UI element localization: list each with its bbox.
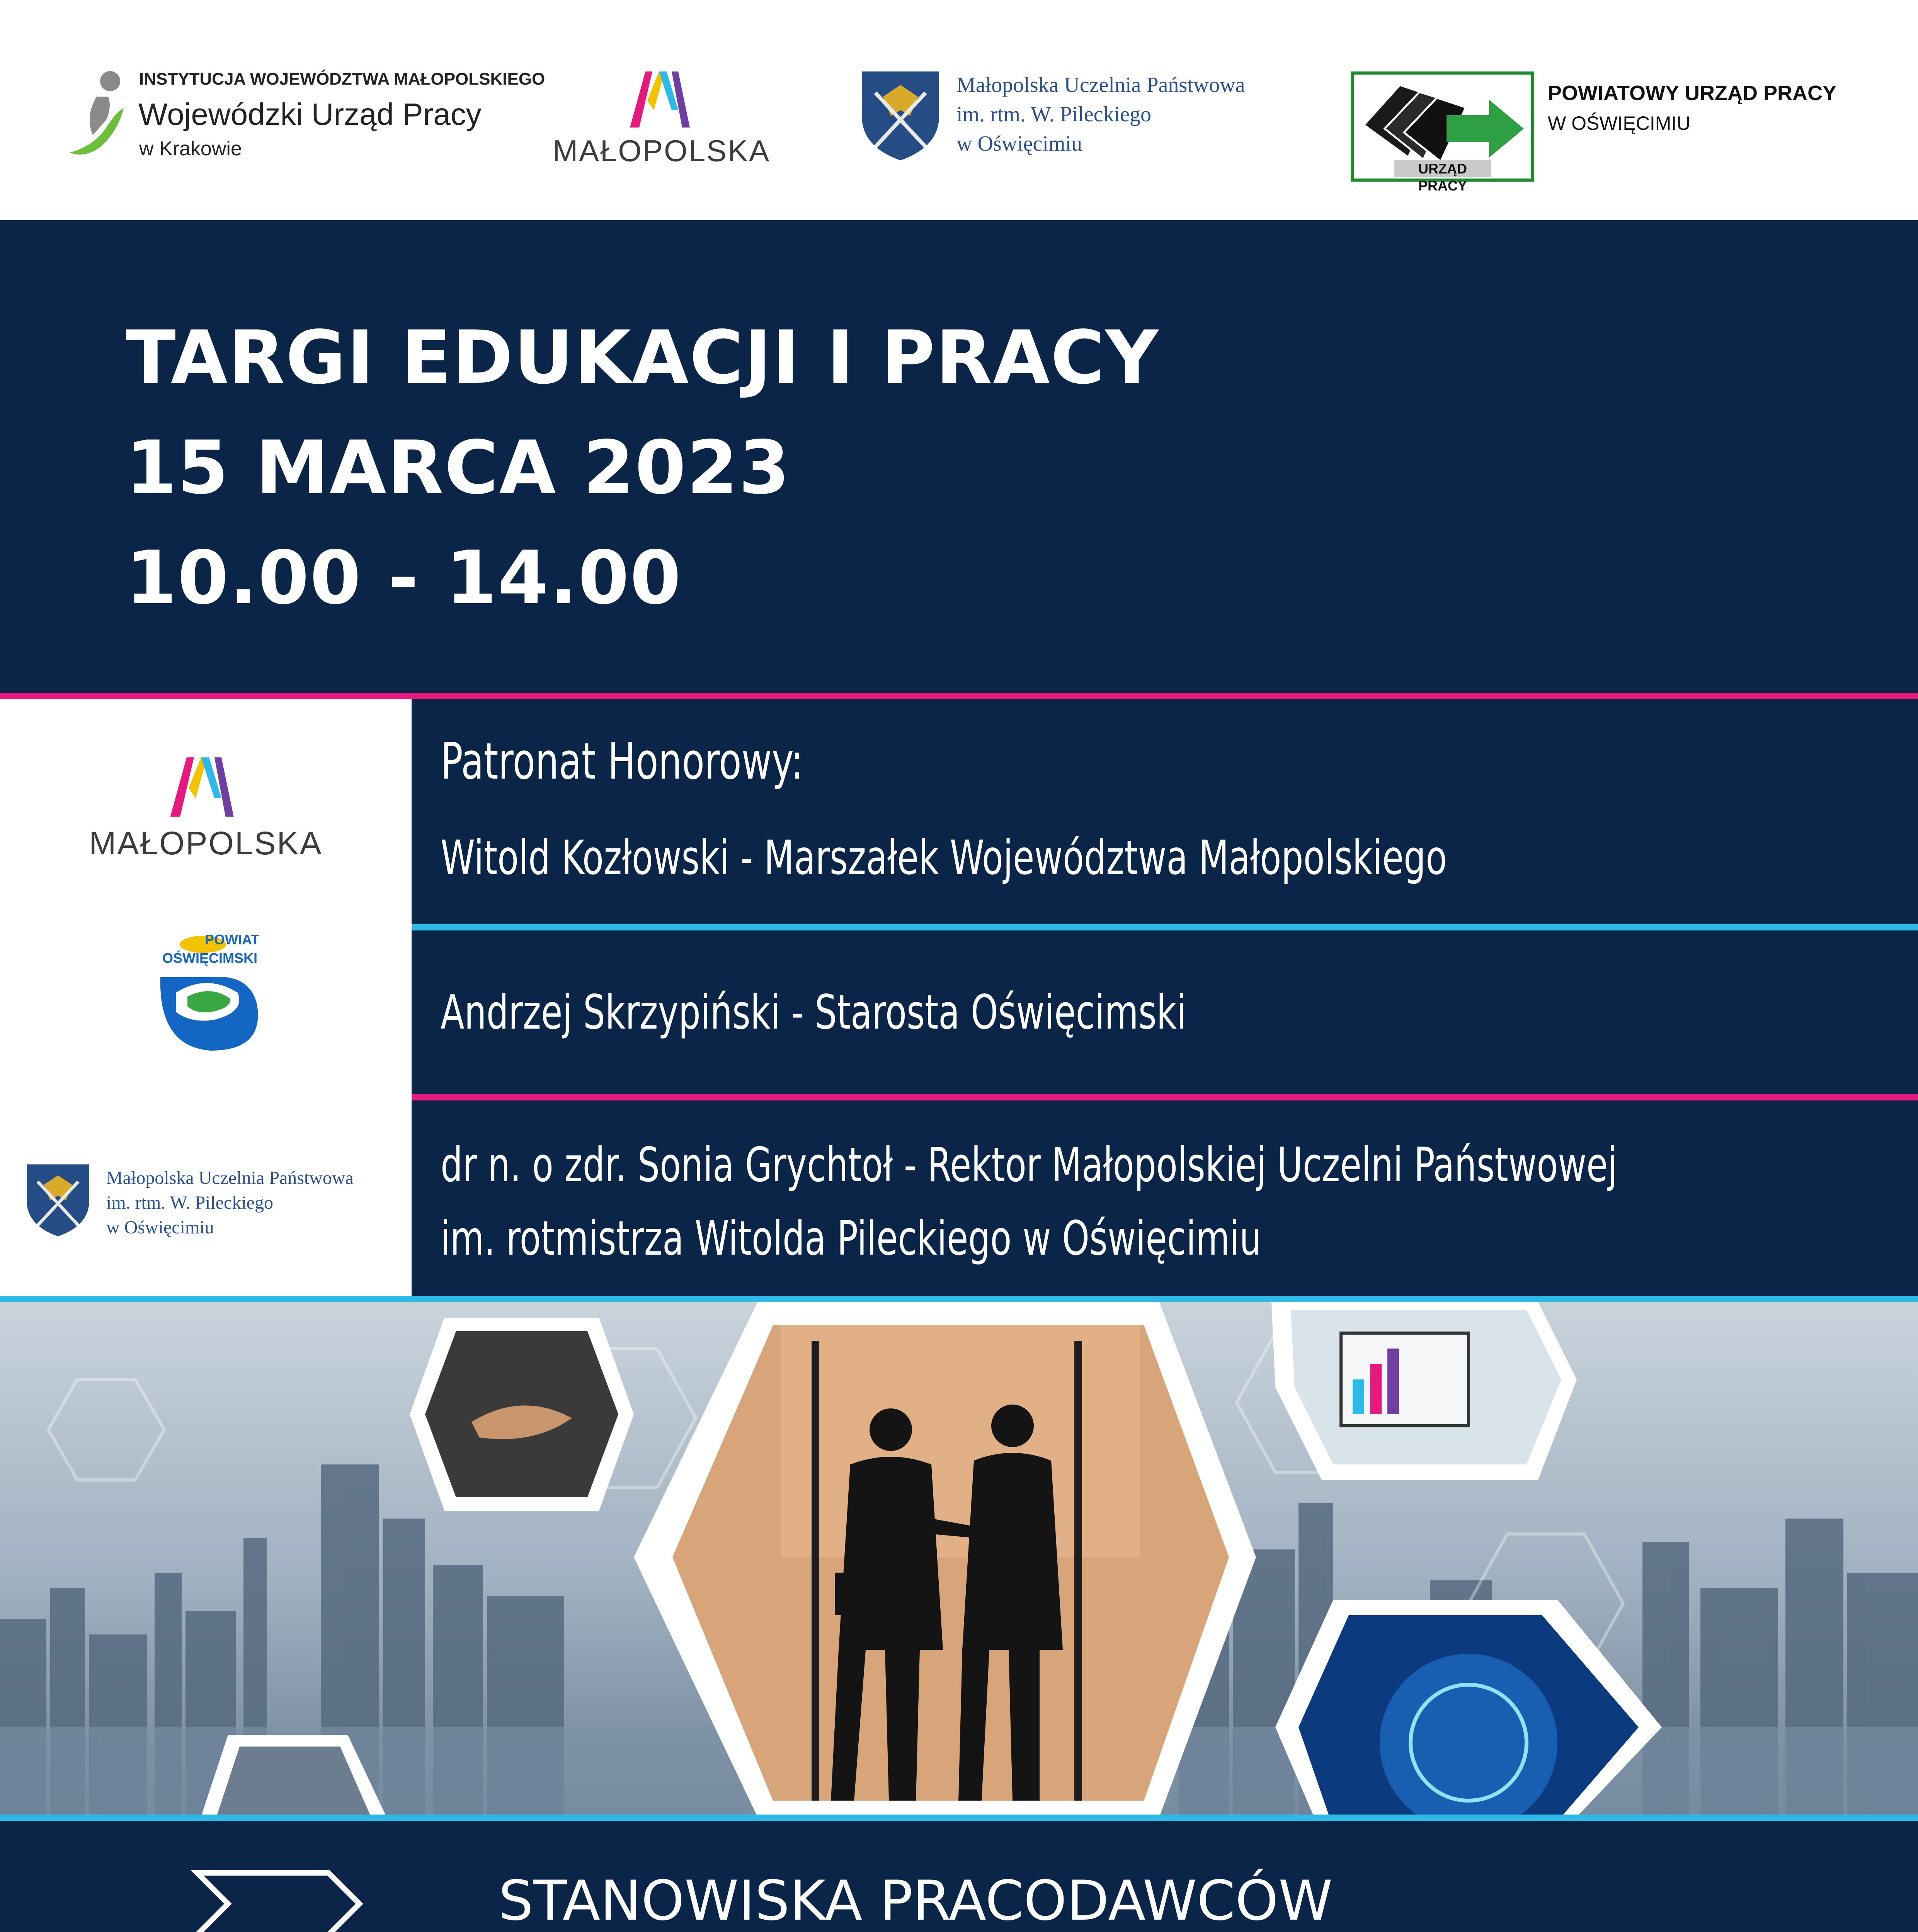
malopolska-logo-icon <box>626 64 692 129</box>
wup-name: Wojewódzki Urząd Pracy <box>138 97 482 131</box>
malopolska-label: MAŁOPOLSKA <box>553 134 771 168</box>
pup-line2: W OŚWIĘCIMIU <box>1548 112 1691 134</box>
header-logos <box>0 0 1918 220</box>
features-block <box>0 1821 1918 1932</box>
patron-malopolska-label: MAŁOPOLSKA <box>89 825 323 861</box>
divider-cyan-2 <box>0 1296 1918 1302</box>
wup-logo <box>70 66 545 166</box>
patron-malopolska-icon <box>166 749 236 819</box>
divider-cyan-3 <box>0 1815 1918 1821</box>
patronage-text-panel <box>412 699 1918 1296</box>
university-line3: w Oświęcimiu <box>956 132 1082 156</box>
divider-cyan-patron <box>412 924 1918 930</box>
patron-university-crest-icon <box>25 1163 91 1238</box>
title-block <box>0 220 1918 696</box>
event-date: 15 MARCA 2023 <box>126 425 791 510</box>
powiat-line2: OŚWIĘCIMSKI <box>162 950 258 966</box>
pup-badge: URZĄD PRACY <box>1394 160 1491 177</box>
event-title: TARGI EDUKACJI I PRACY <box>126 315 1159 400</box>
wup-figure-icon <box>70 70 128 162</box>
university-crest-icon <box>860 70 941 162</box>
university-line2: im. rtm. W. Pileckiego <box>956 102 1151 126</box>
feature-1: STANOWISKA PRACODAWCÓW <box>499 1869 1333 1932</box>
patron-2: Andrzej Skrzypiński - Starosta Oświęcimski <box>441 985 1186 1040</box>
wup-city: w Krakowie <box>139 138 242 160</box>
patron-university-line3: w Oświęcimiu <box>106 1217 214 1238</box>
pup-line1: POWIATOWY URZĄD PRACY <box>1548 82 1837 105</box>
banner-illustration <box>0 1302 1918 1817</box>
patron-university-line1: Małopolska Uczelnia Państwowa <box>106 1168 354 1188</box>
pup-logo <box>1351 71 1865 194</box>
patronage-heading: Patronat Honorowy: <box>441 732 803 791</box>
chevron-arrow-icon <box>189 1867 367 1932</box>
patron-3-line2: im. rotmistrza Witolda Pileckiego w Oświęcimiu <box>441 1211 1262 1266</box>
malopolska-logo <box>553 64 769 172</box>
patron-3-line1: dr n. o zdr. Sonia Grychtoł - Rektor Małopolskiej Uczelni Państwowej <box>441 1138 1618 1192</box>
patronage-logos-panel <box>0 699 412 1296</box>
divider-pink-patron <box>412 1094 1918 1100</box>
event-time: 10.00 - 14.00 <box>126 535 682 621</box>
university-logo <box>860 70 1324 170</box>
patron-1: Witold Kozłowski - Marszałek Województwa Małopolskiego <box>441 830 1447 885</box>
pup-logo-icon <box>1351 71 1534 194</box>
patron-university-line2: im. rtm. W. Pileckiego <box>106 1192 273 1213</box>
wup-institution: INSTYTUCJA WOJEWÓDZTWA MAŁOPOLSKIEGO <box>139 70 545 88</box>
university-line1: Małopolska Uczelnia Państwowa <box>956 73 1245 97</box>
divider-pink-1 <box>0 693 1918 699</box>
powiat-line1: POWIAT <box>205 932 260 947</box>
photo-banner <box>0 1302 1918 1817</box>
